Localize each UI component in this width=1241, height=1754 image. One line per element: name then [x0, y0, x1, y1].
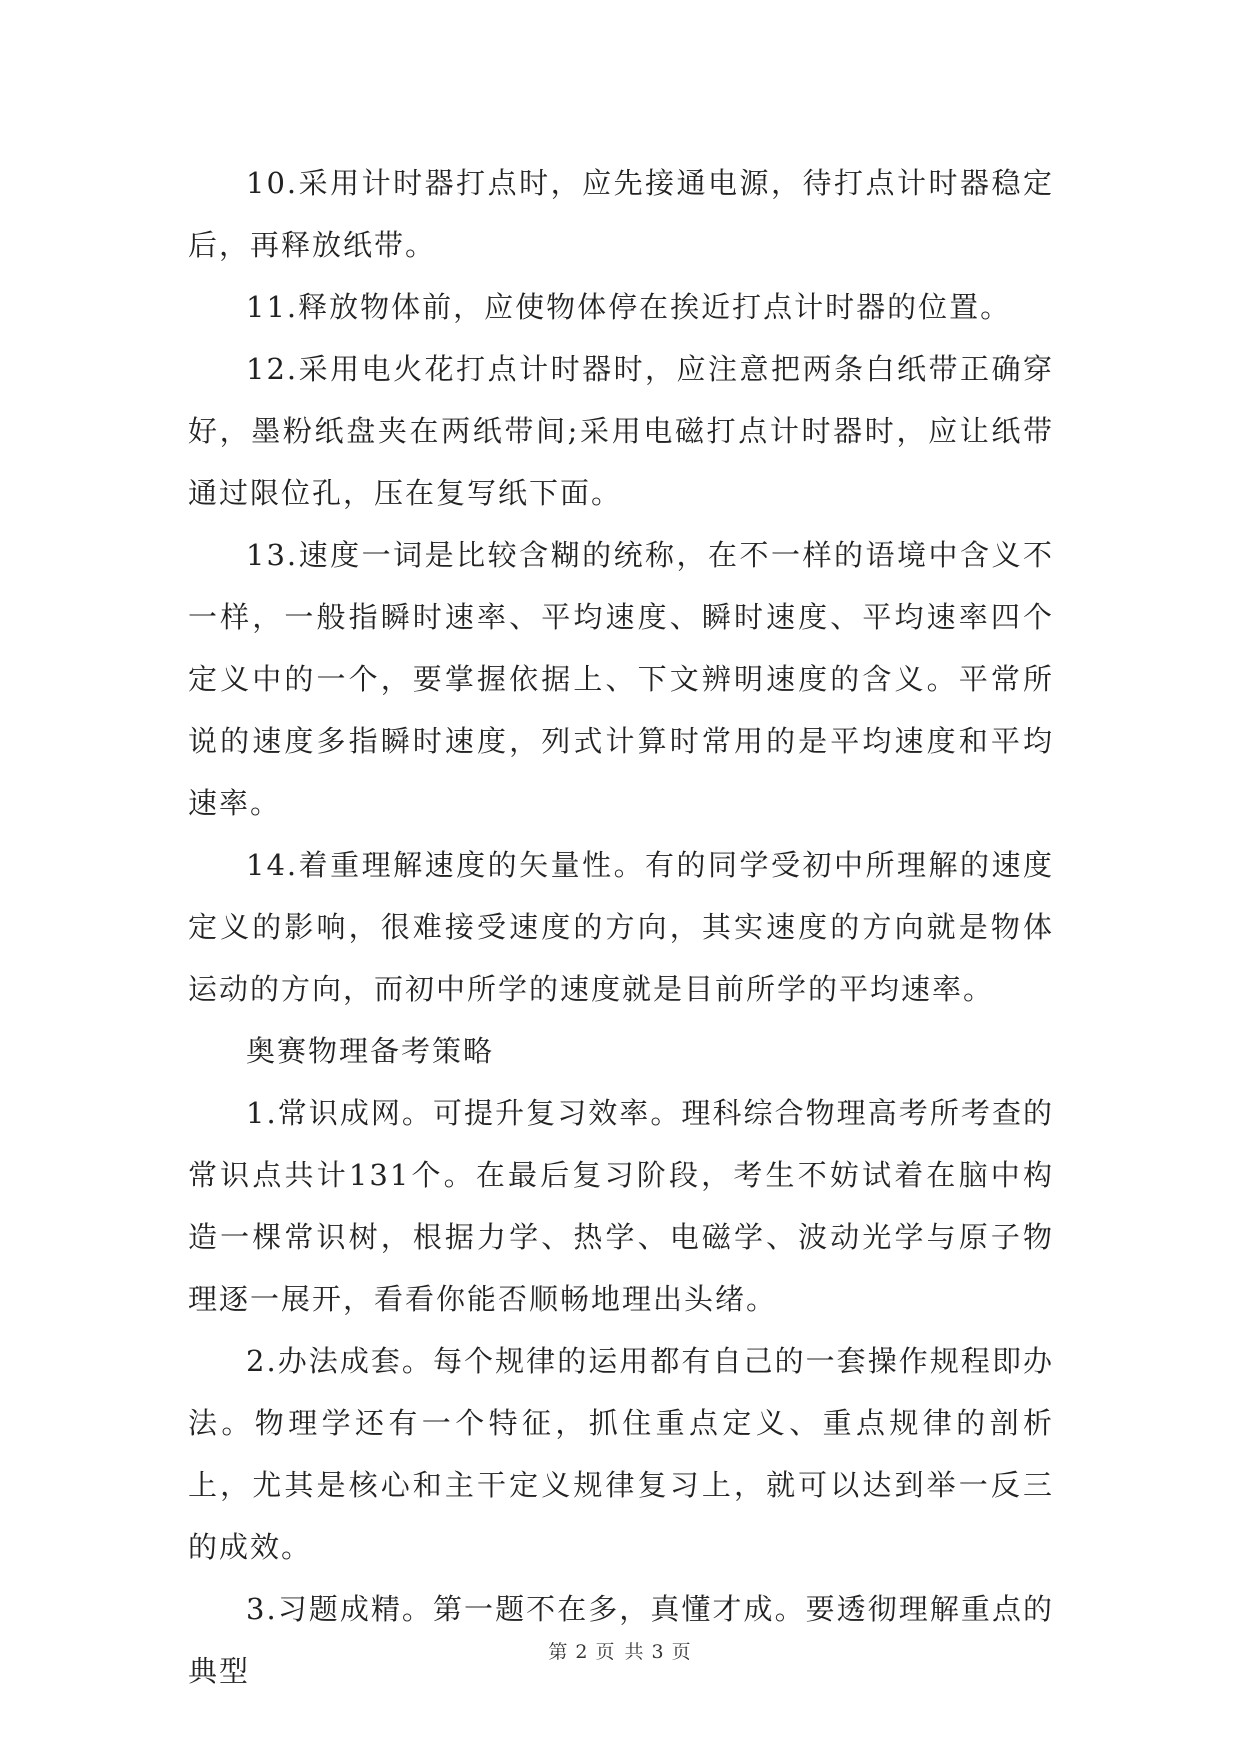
strategy-item-2: 2.办法成套。每个规律的运用都有自己的一套操作规程即办法。物理学还有一个特征，抓住重点定义、重点规律的剖析上，尤其是核心和主干定义规律复习上，就可以达到举一反三的成效。	[188, 1344, 1054, 1564]
paragraph-13: 13.速度一词是比较含糊的统称，在不一样的语境中含义不一样，一般指瞬时速率、平均速度、瞬时速度、平均速率四个定义中的一个，要掌握依据上、下文辨明速度的含义。平常所说的速度多指瞬时速度，列式计算时常用的是平均速度和平均速率。	[188, 538, 1054, 820]
paragraph-14: 14.着重理解速度的矢量性。有的同学受初中所理解的速度定义的影响，很难接受速度的方向，其实速度的方向就是物体运动的方向，而初中所学的速度就是目前所学的平均速率。	[188, 848, 1054, 1006]
total-pages-number: 3	[651, 1641, 666, 1663]
footer-mid: 页 共	[595, 1641, 646, 1663]
paragraph-12: 12.采用电火花打点计时器时，应注意把两条白纸带正确穿好，墨粉纸盘夹在两纸带间;采用电磁打点计时器时，应让纸带通过限位孔，压在复写纸下面。	[188, 352, 1054, 510]
strategy-item-1: 1.常识成网。可提升复习效率。理科综合物理高考所考查的常识点共计131个。在最后复习阶段，考生不妨试着在脑中构造一棵常识树，根据力学、热学、电磁学、波动光学与原子物理逐一展开，看看你能否顺畅地理出头绪。	[188, 1096, 1054, 1316]
current-page-number: 2	[575, 1641, 590, 1663]
footer-prefix: 第	[548, 1641, 570, 1663]
paragraph-11: 11.释放物体前，应使物体停在挨近打点计时器的位置。	[246, 290, 1012, 324]
body-text	[188, 152, 1054, 1702]
paragraph-10: 10.采用计时器打点时，应先接通电源，待打点计时器稳定后，再释放纸带。	[188, 166, 1054, 262]
footer-suffix: 页	[671, 1641, 693, 1663]
section-heading: 奥赛物理备考策略	[246, 1034, 495, 1068]
page-footer	[0, 1637, 1241, 1664]
strategy-item-3: 3.习题成精。第一题不在多，真懂才成。要透彻理解重点的典型	[188, 1592, 1054, 1688]
